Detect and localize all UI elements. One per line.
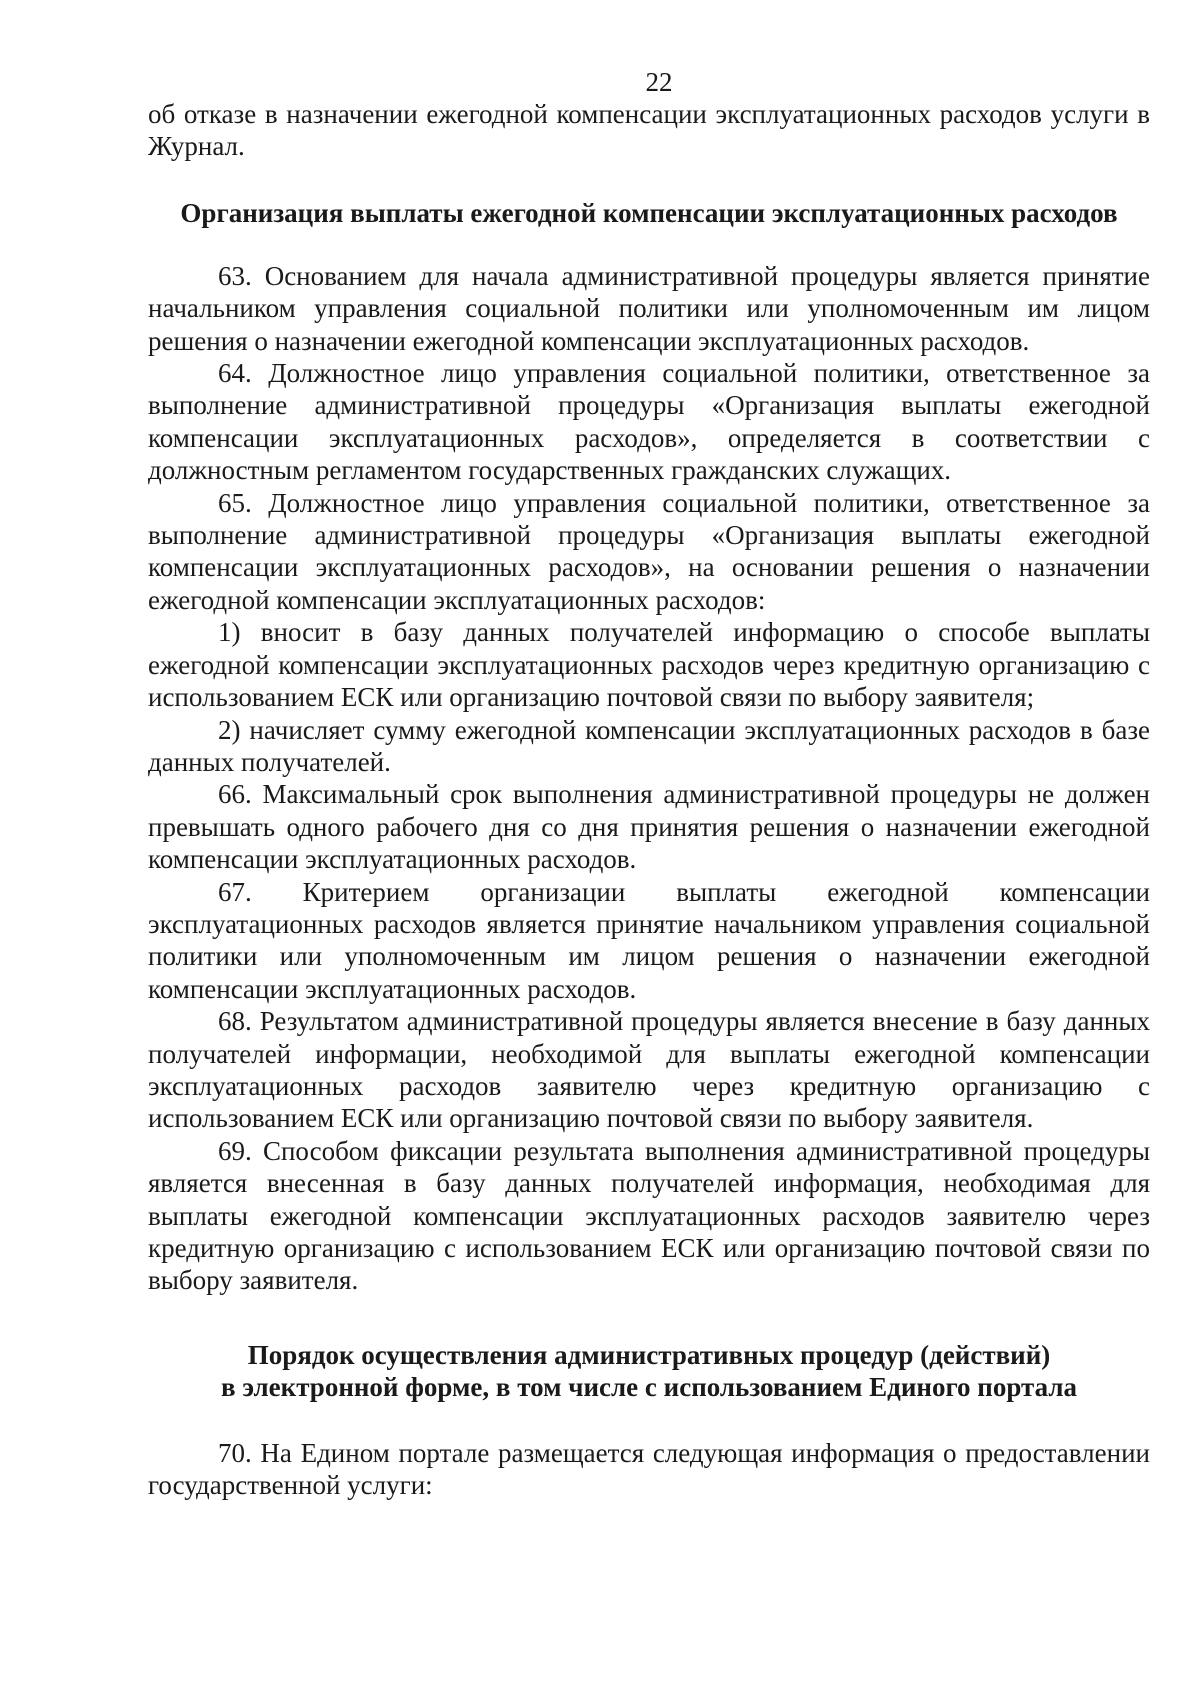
section-body-electronic xyxy=(148,1437,1150,1502)
paragraph-69: 69. Способом фиксации результата выполнения административной процедуры является внесенная в базу данных получателей информация, необходимая для выплаты ежегодной компенсации эксплуатационных расходов заявителю через кредитную организацию с использованием ЕСК или организацию почтовой связи по выбору заявителя. xyxy=(148,1135,1150,1296)
paragraph-65-item-1: 1) вносит в базу данных получателей информацию о способе выплаты ежегодной компенсации эксплуатационных расходов через кредитную организацию с использованием ЕСК или организацию почтовой связи по выбору заявителя; xyxy=(148,617,1150,713)
paragraph-63: 63. Основанием для начала административной процедуры является принятие начальником управления социальной политики или уполномоченным им лицом решения о назначении ежегодной компенсации эксплуатационных расходов. xyxy=(148,260,1150,356)
paragraph-64: 64. Должностное лицо управления социальной политики, ответственное за выполнение административной процедуры «Организация выплаты ежегодной компенсации эксплуатационных расходов», определяется в соответствии с должностным регламентом государственных гражданских служащих. xyxy=(148,358,1150,486)
paragraph-70: 70. На Едином портале размещается следующая информация о предоставлении государственной услуги: xyxy=(148,1437,1150,1501)
section-title-electronic-line-1: Порядок осуществления административных процедур (действий) xyxy=(247,1339,1051,1370)
paragraph-65: 65. Должностное лицо управления социальной политики, ответственное за выполнение административной процедуры «Организация выплаты ежегодной компенсации эксплуатационных расходов», на основании решения о назначении ежегодной компенсации эксплуатационных расходов: xyxy=(148,487,1150,615)
paragraph-68: 68. Результатом административной процедуры является внесение в базу данных получателей информации, необходимой для выплаты ежегодной компенсации эксплуатационных расходов заявителю через кредитную организацию с использованием ЕСК или организацию почтовой связи по выбору заявителя. xyxy=(148,1006,1150,1134)
section-title-electronic-line-2: в электронной форме, в том числе с использованием Единого портала xyxy=(221,1371,1077,1402)
paragraph-67: 67. Критерием организации выплаты ежегодной компенсации эксплуатационных расходов является принятие начальником управления социальной политики или уполномоченным им лицом решения о назначении ежегодной компенсации эксплуатационных расходов. xyxy=(148,876,1150,1004)
document-page xyxy=(148,66,1150,1502)
section-title-payment: Организация выплаты ежегодной компенсации эксплуатационных расходов xyxy=(180,197,1118,228)
paragraph-66: 66. Максимальный срок выполнения административной процедуры не должен превышать одного рабочего дня со дня принятия решения о назначении ежегодной компенсации эксплуатационных расходов. xyxy=(148,779,1150,875)
paragraph-65-item-2: 2) начисляет сумму ежегодной компенсации эксплуатационных расходов в базе данных получателей. xyxy=(148,714,1150,777)
section-title-electronic xyxy=(148,1339,1150,1403)
section-body-payment xyxy=(148,260,1150,1297)
page-number: 22 xyxy=(645,67,673,97)
intro-paragraph: об отказе в назначении ежегодной компенсации эксплуатационных расходов услуги в Журнал. xyxy=(148,99,1150,162)
